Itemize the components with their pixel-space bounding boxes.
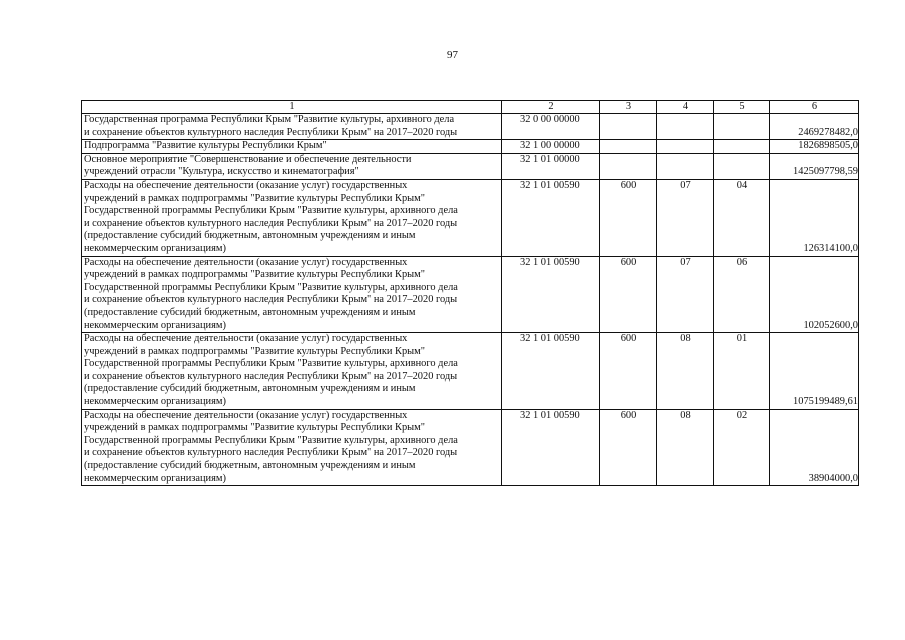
amount: 38904000,0 [770,409,859,486]
amount: 2469278482,0 [770,114,859,140]
column-header: 6 [770,101,859,114]
section-code [657,114,714,140]
target-code: 32 1 01 00590 [502,179,600,256]
table-row [82,333,859,410]
section-code [657,153,714,179]
section-code: 08 [657,409,714,486]
table-row [82,256,859,333]
row-description: Расходы на обеспечение деятельности (оказание услуг) государственных учреждений в рамках подпрограммы "Развитие культуры Республики Крым" Государственной программы Республики Крым "Развитие культуры, архивного дела и сохранение объектов культурного наследия Республики Крым" на 2017–2020 годы (предоставление субсидий бюджетным, автономным учреждениям и иным некоммерческим организациям) [82,179,502,256]
section-code: 07 [657,256,714,333]
section-code: 07 [657,179,714,256]
amount: 126314100,0 [770,179,859,256]
column-header: 2 [502,101,600,114]
budget-table [81,100,859,486]
subsection-code: 02 [714,409,770,486]
target-code: 32 1 01 00000 [502,153,600,179]
subsection-code [714,114,770,140]
target-code: 32 0 00 00000 [502,114,600,140]
target-code: 32 1 01 00590 [502,409,600,486]
expense-type: 600 [600,179,657,256]
row-description: Расходы на обеспечение деятельности (оказание услуг) государственных учреждений в рамках подпрограммы "Развитие культуры Республики Крым" Государственной программы Республики Крым "Развитие культуры, архивного дела и сохранение объектов культурного наследия Республики Крым" на 2017–2020 годы (предоставление субсидий бюджетным, автономным учреждениям и иным некоммерческим организациям) [82,256,502,333]
amount: 1075199489,61 [770,333,859,410]
page-number: 97 [447,49,458,61]
section-code [657,140,714,154]
subsection-code [714,153,770,179]
table-row [82,114,859,140]
table-header-row [82,101,859,114]
table-row [82,179,859,256]
expense-type [600,153,657,179]
column-header: 4 [657,101,714,114]
amount: 1826898505,0 [770,140,859,154]
row-description: Подпрограмма "Развитие культуры Республики Крым" [82,140,502,154]
amount: 102052600,0 [770,256,859,333]
subsection-code: 01 [714,333,770,410]
expense-type: 600 [600,256,657,333]
row-description: Основное мероприятие "Совершенствование и обеспечение деятельности учреждений отрасли "Культура, искусство и кинематография" [82,153,502,179]
column-header: 5 [714,101,770,114]
row-description: Расходы на обеспечение деятельности (оказание услуг) государственных учреждений в рамках подпрограммы "Развитие культуры Республики Крым" Государственной программы Республики Крым "Развитие культуры, архивного дела и сохранение объектов культурного наследия Республики Крым" на 2017–2020 годы (предоставление субсидий бюджетным, автономным учреждениям и иным некоммерческим организациям) [82,333,502,410]
table-row [82,153,859,179]
expense-type [600,140,657,154]
expense-type [600,114,657,140]
column-header: 1 [82,101,502,114]
expense-type: 600 [600,409,657,486]
target-code: 32 1 01 00590 [502,333,600,410]
row-description: Государственная программа Республики Крым "Развитие культуры, архивного дела и сохранение объектов культурного наследия Республики Крым" на 2017–2020 годы [82,114,502,140]
subsection-code: 06 [714,256,770,333]
table-row [82,409,859,486]
amount: 1425097798,59 [770,153,859,179]
row-description: Расходы на обеспечение деятельности (оказание услуг) государственных учреждений в рамках подпрограммы "Развитие культуры Республики Крым" Государственной программы Республики Крым "Развитие культуры, архивного дела и сохранение объектов культурного наследия Республики Крым" на 2017–2020 годы (предоставление субсидий бюджетным, автономным учреждениям и иным некоммерческим организациям) [82,409,502,486]
table-row [82,140,859,154]
subsection-code: 04 [714,179,770,256]
subsection-code [714,140,770,154]
target-code: 32 1 01 00590 [502,256,600,333]
column-header: 3 [600,101,657,114]
expense-type: 600 [600,333,657,410]
target-code: 32 1 00 00000 [502,140,600,154]
section-code: 08 [657,333,714,410]
